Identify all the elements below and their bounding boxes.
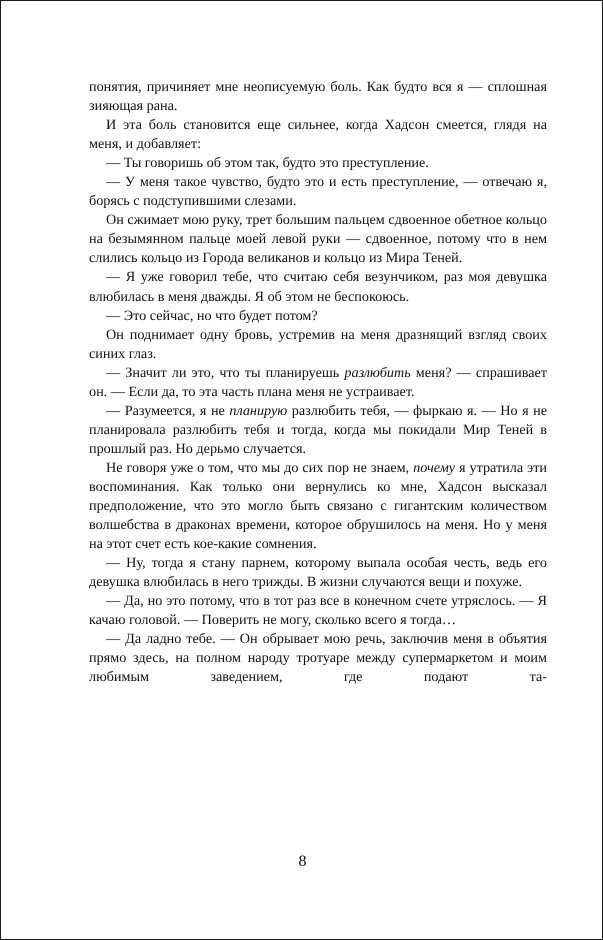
paragraph: [89, 154, 547, 173]
text-run: понятия, причиняет мне неописуемую боль. Как будто вся я — сплошная зияющая рана.: [89, 79, 547, 115]
text-run: Он сжимает мою руку, трет большим пальцем сдвоенное обетное кольцо на безымянном пальце моей левой руки — сдвоенное, потому что в нем слились кольцо из Города великанов и кольцо из Мира Теней.: [89, 212, 547, 267]
text-run: меня? — спрашивает он. — Если да, то эта часть плана меня не устраивает.: [89, 364, 548, 400]
paragraph: [89, 592, 547, 630]
italic-text: планирую: [229, 402, 288, 419]
paragraph: [89, 364, 547, 402]
paragraph: [89, 554, 547, 592]
text-run: — Значит ли это, что ты планируешь: [106, 364, 345, 381]
text-run: Он поднимает одну бровь, устремив на меня дразнящий взгляд своих синих глаз.: [89, 326, 547, 362]
text-run: — Ну, тогда я стану парнем, которому выпала особая честь, ведь его девушка влюбилась в него трижды. В жизни случаются вещи и похуже.: [89, 555, 547, 591]
paragraph: [89, 459, 547, 554]
body-text: [89, 78, 547, 688]
text-run: — Разумеется, я не: [106, 402, 230, 419]
italic-text: разлюбить: [344, 364, 411, 381]
paragraph: [89, 78, 547, 116]
text-run: разлюбить тебя, — фыркаю я. — Но я не планировала разлюбить тебя и тогда, когда мы покидали Мир Теней в прошлый раз. Но дерьмо случается.: [89, 402, 548, 457]
text-run: И эта боль становится еще сильнее, когда Хадсон смеется, глядя на меня, и добавляет:: [89, 117, 547, 153]
paragraph: [89, 630, 547, 687]
text-run: — Я уже говорил тебе, что считаю себя везунчиком, раз моя девушка влюбилась в меня дважды. Я об этом не беспокоюсь.: [89, 269, 547, 305]
paragraph: [89, 173, 547, 211]
text-run: — Ты говоришь об этом так, будто это преступление.: [106, 155, 429, 172]
text-run: — Это сейчас, но что будет потом?: [106, 307, 318, 324]
text-run: — Да ладно тебе. — Он обрывает мою речь, заключив меня в объятия прямо здесь, на полном народу тротуаре между супермаркетом и моим любимым заведением, где подают та-: [89, 631, 547, 686]
text-run: Не говоря уже о том, что мы до сих пор не знаем,: [106, 459, 414, 476]
italic-text: почему: [413, 459, 456, 476]
paragraph: [89, 268, 547, 306]
paragraph: [89, 402, 547, 459]
page-number: 8: [298, 853, 307, 870]
paragraph: [89, 307, 547, 326]
text-run: я утратила эти воспоминания. Как только они вернулись ко мне, Хадсон высказал предположение, что это могло быть связано с гигантским количеством волшебства в драконах времени, которое обрушилось на меня. Но у меня на этот счет есть кое-какие сомнения.: [89, 459, 547, 553]
text-run: — Да, но это потому, что в тот раз все в конечном счете утряслось. — Я качаю головой. — Поверить не могу, сколько всего я тогда…: [89, 593, 547, 629]
paragraph: [89, 116, 547, 154]
paragraph: [89, 211, 547, 268]
paragraph: [89, 326, 547, 364]
text-run: — У меня такое чувство, будто это и есть преступление, — отвечаю я, борясь с подступившими слезами.: [89, 174, 547, 210]
